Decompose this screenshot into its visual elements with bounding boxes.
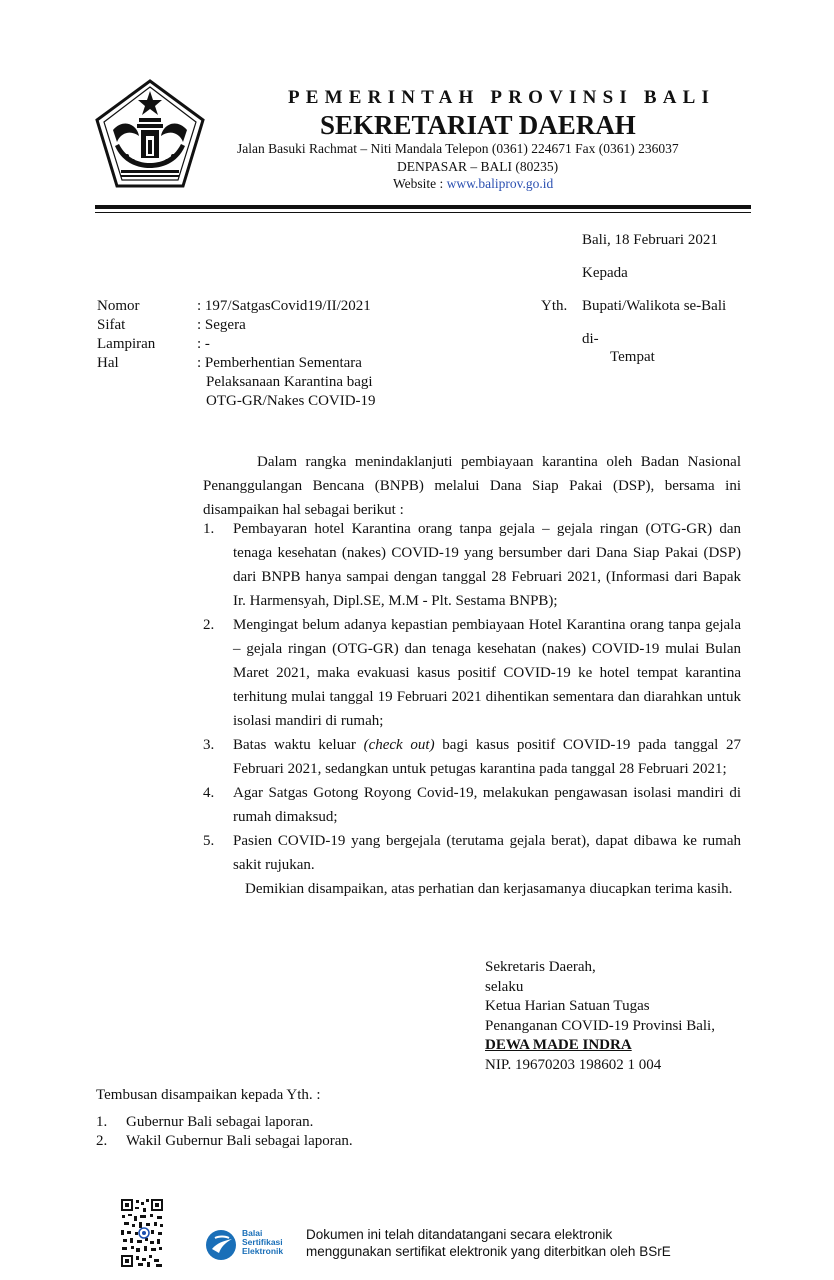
list-item-number: 2. [96, 1133, 108, 1149]
hal-value-2: Pelaksanaan Karantina bagi [206, 374, 373, 390]
letter-date: Bali, 18 Februari 2021 [582, 232, 718, 248]
lampiran-value: : - [197, 336, 210, 352]
recipient-tempat: Tempat [610, 349, 655, 365]
list-item-text: Pembayaran hotel Karantina orang tanpa gejala – gejala ringan (OTG-GR) dan tenaga kesehatan (nakes) COVID-19 yang bersumber dari Dana Siap Pakai (DSP) dari BNPB hanya sampai dengan tanggal 28 Februari 2021, (Informasi dari Bapak Ir. Harmensyah, Dipl.SE, M.M - Plt. Sestama BNPB); [233, 521, 741, 609]
letterhead-city: DENPASAR – BALI (80235) [397, 159, 559, 174]
signatory-name: DEWA MADE INDRA [485, 1037, 632, 1053]
tembusan-title: Tembusan disampaikan kepada Yth. : [96, 1087, 321, 1103]
list-item-number: 1. [96, 1114, 108, 1130]
recipient-kepada: Kepada [582, 265, 628, 281]
hal-label: Hal [97, 355, 119, 371]
list-item-number: 1. [203, 521, 215, 537]
list-item [203, 613, 741, 733]
list-item-number: 2. [203, 617, 215, 633]
bsre-logo-icon [205, 1229, 239, 1261]
tembusan-list [96, 1113, 353, 1151]
recipient-yth: Yth. [541, 298, 568, 314]
recipient-di: di- [582, 331, 599, 347]
item3-text-italic: (check out) [363, 737, 435, 753]
signature-line4: Penanganan COVID-19 Provinsi Bali, [485, 1017, 715, 1034]
bsre-text-line1: Balai [242, 1228, 263, 1238]
intro-paragraph: Dalam rangka menindaklanjuti pembiayaan karantina oleh Badan Nasional Penanggulangan Bencana (BNPB) melalui Dana Siap Pakai (DSP), bersama ini disampaikan hal sebagai berikut : [203, 454, 741, 518]
list-item-text [233, 733, 741, 781]
letterhead-website [393, 176, 553, 192]
list-item-text: Wakil Gubernur Bali sebagai laporan. [126, 1133, 353, 1149]
nomor-value: : 197/SatgasCovid19/II/2021 [197, 298, 371, 314]
list-item [96, 1113, 353, 1132]
sifat-label: Sifat [97, 317, 126, 333]
org-name-line2: SEKRETARIAT DAERAH [320, 110, 636, 140]
bsre-logo-text [242, 1229, 283, 1256]
bsre-text-line3: Elektronik [242, 1246, 284, 1256]
list-item-text: Mengingat belum adanya kepastian pembiayaan Hotel Karantina orang tanpa gejala – gejala ringan (OTG-GR) dan tenaga kesehatan (nakes) COVID-19 mulai Bulan Maret 2021, maka evakuasi kasus positif COVID-19 ke hotel tempat karantina terhitung mulai tanggal 19 Februari 2021 dihentikan sementara dan diarahkan untuk isolasi mandiri di rumah; [233, 617, 741, 729]
esign-note-line1: Dokumen ini telah ditandatangani secara elektronik [306, 1227, 613, 1242]
recipient-name: Bupati/Walikota se-Bali [582, 298, 727, 314]
list-item-number: 3. [203, 737, 215, 753]
letterhead-rule-thick [95, 205, 751, 209]
item3-text-pre: Batas waktu keluar [233, 737, 364, 753]
org-name-line1: PEMERINTAH PROVINSI BALI [288, 87, 716, 108]
list-item-text: Pasien COVID-19 yang bergejala (terutama gejala berat), dapat dibawa ke rumah sakit rujukan. [233, 833, 741, 873]
list-item-text: Gubernur Bali sebagai laporan. [126, 1114, 314, 1130]
body-list [203, 517, 741, 901]
list-item [203, 733, 741, 781]
signature-line1: Sekretaris Daerah, [485, 959, 596, 975]
nomor-label: Nomor [97, 298, 140, 314]
bsre-text-line2: Sertifikasi [242, 1237, 283, 1247]
signatory-nip: NIP. 19670203 198602 1 004 [485, 1056, 662, 1073]
body-intro [203, 450, 741, 522]
lampiran-label: Lampiran [97, 336, 156, 352]
qr-code [120, 1198, 164, 1268]
closing-paragraph: Demikian disampaikan, atas perhatian dan kerjasamanya diucapkan terima kasih. [245, 881, 733, 897]
hal-value-1: : Pemberhentian Sementara [197, 355, 362, 371]
item3-text-post: bagi kasus positif COVID-19 pada tanggal 27 Februari 2021, sedangkan untuk petugas karantina pada tanggal 28 Februari 2021; [233, 737, 741, 777]
signature-line2: selaku [485, 978, 524, 995]
website-label: Website : [393, 176, 447, 191]
letterhead-rule-thin [95, 212, 751, 213]
list-item-number: 5. [203, 833, 215, 849]
website-link[interactable]: www.baliprov.go.id [446, 176, 554, 191]
signature-block [485, 958, 715, 1075]
esign-note-line2: menggunakan sertifikat elektronik yang diterbitkan oleh BSrE [306, 1244, 671, 1259]
list-item-text: Agar Satgas Gotong Royong Covid-19, melakukan pengawasan isolasi mandiri di rumah dimaksud; [233, 785, 741, 825]
hal-value-3: OTG-GR/Nakes COVID-19 [206, 393, 376, 409]
list-item [203, 517, 741, 613]
signature-line3: Ketua Harian Satuan Tugas [485, 998, 650, 1014]
letterhead-address: Jalan Basuki Rachmat – Niti Mandala Telepon (0361) 224671 Fax (0361) 236037 [237, 141, 679, 156]
list-item [203, 781, 741, 829]
sifat-value: : Segera [197, 317, 246, 333]
list-item [96, 1132, 353, 1151]
bali-province-emblem [93, 78, 207, 192]
list-item [203, 829, 741, 877]
list-item-number: 4. [203, 785, 215, 801]
